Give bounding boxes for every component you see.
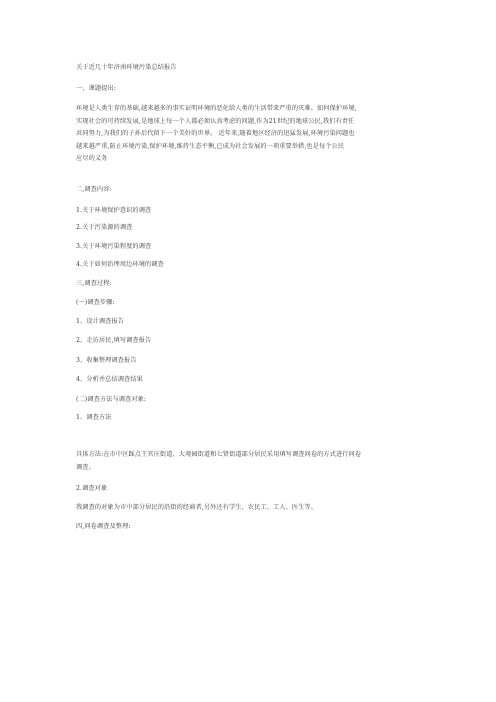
paragraph-line: 具体方法:在市中区踩点王官庄街道、大观园街道和七贤街道部分居民采用填写调查问卷的方式进行问卷 <box>76 451 362 458</box>
paragraph-line: 越来越严重,防止环境污染,保护环境,维持生态平衡,已成为社会发展的一项重要举措,也是每个公民 <box>76 142 345 150</box>
paragraph-line: 应尽的义务 <box>76 155 108 162</box>
section-heading-3: 三,调查过程: <box>76 280 112 287</box>
step-item: 2、走访居民,填写调查报告 <box>76 337 152 344</box>
list-item: 2.关于污染源的调查 <box>76 224 133 231</box>
paragraph-line: 环境是人类生存的基础,越来越多的事实证明环境的恶化给人类的生活带来严重的灾难。如何保护环境, <box>76 105 357 112</box>
step-item: 3、收集整理调查报告 <box>76 357 137 364</box>
method-paragraph <box>76 449 432 474</box>
target-paragraph: 我调查的对象为市中部分居民的沿街的经商者,另外还有学生、农民工、工人、医生等。 <box>76 504 317 511</box>
paragraph-line: 调查。 <box>76 463 95 471</box>
section-heading-2: 二,调查内容: <box>76 186 112 193</box>
paragraph-line: 共同努力,为我们的子孙后代留下一个美好的世界。 近年来,随着地区经济的迅猛发展,环境污染问题也 <box>76 130 355 137</box>
section-heading-1: 一、课题提出: <box>76 85 116 92</box>
list-item: 3.关于环境污染程度的调查 <box>76 243 152 250</box>
subsection-heading-2: (二)调查方法与调查对象: <box>76 396 147 403</box>
section-1-paragraph <box>76 103 432 166</box>
document-title: 关于近几十年济南环境污染总结报告 <box>76 64 177 71</box>
step-item: 1、设计调查报告 <box>76 318 125 325</box>
subsection-heading-1: (一)调查步骤: <box>76 299 115 306</box>
target-heading: 2.调查对象 <box>76 485 108 492</box>
section-heading-4: 四,问卷调查及整理: <box>76 523 131 530</box>
paragraph-line: 实现社会的可持续发展,是地球上每一个人都必须认真考虑的问题,作为21世纪的地球公民,我们有责任 <box>76 117 355 125</box>
list-item: 1.关于环境保护意识的调查 <box>76 207 152 214</box>
step-item: 4、分析并总结调查结果 <box>76 376 143 383</box>
method-heading: 1、调查方法 <box>76 414 112 421</box>
list-item: 4.关于如何治理周边环境的调查 <box>76 261 164 268</box>
